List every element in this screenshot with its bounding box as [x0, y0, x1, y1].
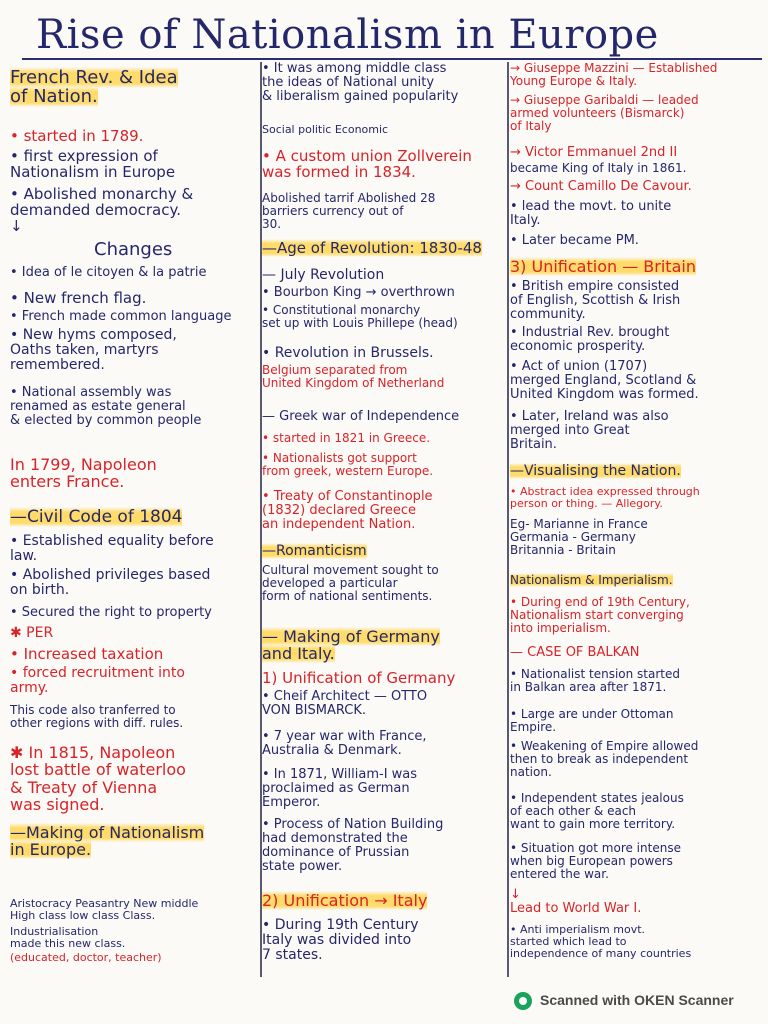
heading-case-of-balkan: — CASE OF BALKAN: [510, 645, 640, 660]
heading-making-of-nationalism: —Making of Nationalism in Europe.: [10, 823, 205, 860]
note-act-of-union: • Act of union (1707) merged England, Scotland & United Kingdom was formed.: [510, 359, 699, 403]
note-privileges: • Abolished privileges based on birth.: [10, 567, 211, 599]
note-nationalists-support: • Nationalists got support from greek, western Europe.: [262, 451, 434, 478]
note-zollverein: • A custom union Zollverein was formed in 1834.: [262, 147, 472, 182]
note-ireland-merged: • Later, Ireland was also merged into Great Britain.: [510, 409, 669, 453]
note-napoleon-1799: In 1799, Napoleon enters France.: [10, 455, 157, 492]
note-middle-class-ideas: • It was among middle class the ideas of National unity & liberalism gained popularity: [262, 62, 459, 105]
heading-unification-germany: 1) Unification of Germany: [262, 669, 456, 687]
note-king-of-italy-1861: became King of Italy in 1861.: [510, 161, 687, 175]
note-educated-class: (educated, doctor, teacher): [10, 951, 162, 964]
note-seven-year-war: • 7 year war with France, Australia & Denmark.: [262, 729, 427, 759]
heading-nationalism-imperialism: Nationalism & Imperialism.: [510, 573, 673, 587]
heading-july-revolution: — July Revolution: [262, 267, 385, 283]
note-treaty-constantinople: • Treaty of Constantinople (1832) declared Greece an independent Nation.: [262, 489, 433, 533]
note-william-emperor: • In 1871, William-I was proclaimed as German Emperor.: [262, 767, 418, 811]
note-belgium-separated: Belgium separated from United Kingdom of Netherland: [262, 363, 445, 390]
page-title: Rise of Nationalism in Europe: [36, 12, 659, 58]
note-national-assembly: • National assembly was renamed as estate general & elected by common people: [10, 385, 202, 429]
note-social-political-economic: Social politic Economic: [262, 123, 389, 136]
heading-changes: Changes: [94, 239, 173, 260]
note-converging-imperialism: • During end of 19th Century, Nationalism start converging into imperialism.: [510, 595, 690, 635]
note-empire-weakening: • Weakening of Empire allowed then to break as independent nation.: [510, 739, 699, 779]
note-common-language: • French made common language: [10, 309, 232, 324]
note-ottoman-empire: • Large are under Ottoman Empire.: [510, 707, 674, 734]
note-equality: • Established equality before law.: [10, 533, 214, 565]
note-british-empire: • British empire consisted of English, Scottish & Irish community.: [510, 279, 681, 323]
note-bourbon-king: • Bourbon King → overthrown: [262, 285, 455, 300]
note-allegory: • Abstract idea expressed through person or thing. — Allegory.: [510, 485, 700, 510]
heading-revolution-brussels: • Revolution in Brussels.: [262, 345, 434, 361]
note-giuseppe-mazzini: → Giuseppe Mazzini — Established Young Europe & Italy.: [510, 62, 718, 88]
note-per: ✱ PER: [10, 625, 54, 641]
column-right: [510, 62, 758, 977]
note-le-citoyen: • Idea of le citoyen & la patrie: [10, 265, 207, 280]
heading-greek-war: — Greek war of Independence: [262, 409, 460, 424]
note-new-flag: • New french flag.: [10, 289, 147, 307]
scanner-watermark: [512, 990, 762, 1016]
note-new-class: Industrialisation made this new class.: [10, 925, 126, 950]
note-constitutional-monarchy: • Constitutional monarchy set up with Louis Phillepe (head): [262, 303, 458, 330]
heading-visualising-nation: —Visualising the Nation.: [510, 463, 681, 479]
note-taxation: • Increased taxation: [10, 645, 164, 663]
note-balkan-tension: • Nationalist tension started in Balkan area after 1871.: [510, 667, 680, 694]
note-tariff-currency: Abolished tarrif Abolished 28 barriers currency out of 30.: [262, 191, 436, 231]
column-left: [10, 62, 263, 977]
note-giuseppe-garibaldi: → Giuseppe Garibaldi — leaded armed volunteers (Bismarck) of Italy: [510, 93, 699, 133]
note-property: • Secured the right to property: [10, 605, 212, 620]
note-allegory-examples: Eg- Marianne in France Germania - Germany Britannia - Britain: [510, 517, 648, 557]
note-world-war-one: ↓ Lead to World War I.: [510, 887, 642, 917]
heading-age-of-revolution: —Age of Revolution: 1830-48: [262, 239, 482, 257]
page-title-block: [22, 8, 752, 58]
scanner-logo-icon: [514, 992, 532, 1010]
note-social-classes: Aristocracy Peasantry New middle High class low class Class.: [10, 897, 199, 922]
note-italy-seven-states: • During 19th Century Italy was divided into 7 states.: [262, 917, 419, 964]
note-otto-von-bismarck: • Cheif Architect — OTTO VON BISMARCK.: [262, 689, 428, 719]
scanner-watermark-text: Scanned with OKEN Scanner: [540, 992, 734, 1008]
note-recruitment: • forced recruitment into army.: [10, 665, 185, 697]
heading-unification-britain: 3) Unification — Britain: [510, 257, 696, 276]
note-victor-emmanuel: → Victor Emmanuel 2nd II: [510, 145, 678, 160]
note-anti-imperialism: • Anti imperialism movt. started which lead to independence of many countries: [510, 923, 692, 960]
note-waterloo-1815: ✱ In 1815, Napoleon lost battle of waterloo & Treaty of Vienna was signed.: [10, 743, 186, 814]
note-nation-building: • Process of Nation Building had demonstrated the dominance of Prussian state power.: [262, 817, 444, 875]
note-abolished-monarchy: • Abolished monarchy & demanded democracy. ↓: [10, 185, 194, 236]
heading-unification-italy: 2) Unification → Italy: [262, 891, 428, 910]
note-later-pm: • Later became PM.: [510, 233, 639, 248]
note-unite-italy: • lead the movt. to unite Italy.: [510, 199, 672, 229]
note-count-cavour: → Count Camillo De Cavour.: [510, 179, 692, 194]
note-hymns-oaths: • New hyms composed, Oaths taken, martyrs remembered.: [10, 327, 177, 374]
heading-making-of-germany-italy: — Making of Germany and Italy.: [262, 627, 440, 664]
note-started-1789: • started in 1789.: [10, 127, 144, 145]
note-first-expression: • first expression of Nationalism in Europe: [10, 147, 176, 182]
note-industrial-revolution: • Industrial Rev. brought economic prosperity.: [510, 325, 670, 355]
heading-romanticism: —Romanticism: [262, 543, 367, 559]
note-states-jealous: • Independent states jealous of each other & each want to gain more territory.: [510, 791, 684, 831]
heading-civil-code: —Civil Code of 1804: [10, 507, 183, 527]
note-situation-intense: • Situation got more intense when big European powers entered the war.: [510, 841, 681, 881]
title-underline: [22, 58, 762, 60]
note-code-transferred: This code also tranferred to other regions with diff. rules.: [10, 703, 184, 730]
heading-french-revolution: French Rev. & Idea of Nation.: [10, 67, 178, 108]
note-cultural-movement: Cultural movement sought to developed a particular form of national sentiments.: [262, 563, 439, 603]
note-started-1821: • started in 1821 in Greece.: [262, 431, 431, 445]
column-middle: [262, 62, 510, 977]
